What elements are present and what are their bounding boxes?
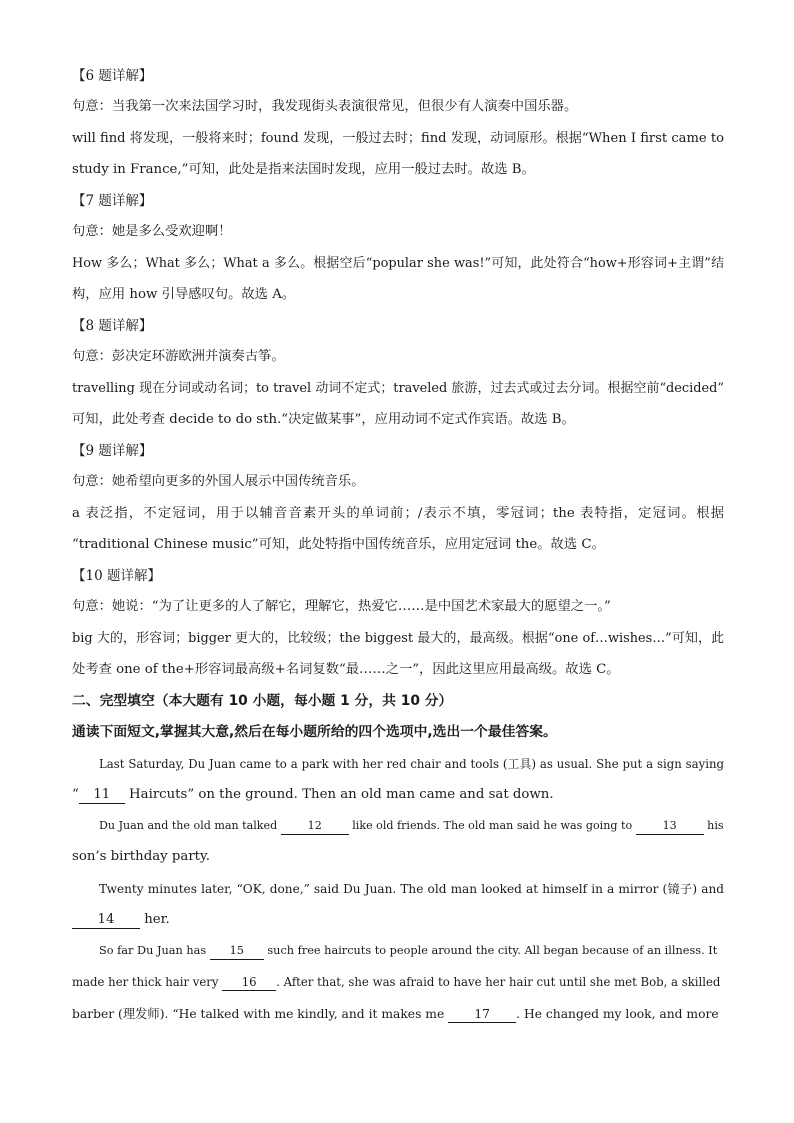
passage-p2-text-b: like old friends. The old man said he was going to <box>348 819 636 832</box>
q8-analysis-1: travelling 现在分词或动名词；to travel 动词不定式；traveled 旅游，过去式或过去分词。根据空前“decided” <box>72 381 724 396</box>
blank-13: 13 <box>636 818 704 835</box>
passage-p3-text: her. <box>140 912 170 927</box>
q7-analysis-1: How 多么；What 多么；What a 多么。根据空后“popular she was!”可知，此处符合“how+形容词+主谓”结 <box>72 256 724 271</box>
q9-analysis-2: “traditional Chinese music”可知，此处特指中国传统音乐，应用定冠词 the。故选 C。 <box>72 537 605 552</box>
q6-analysis-2: study in France,”可知，此处是指来法国时发现，应用一般过去时。故选 B。 <box>72 162 535 177</box>
passage-p2-line1 <box>72 816 724 836</box>
passage-p4-text-b: such free haircuts to people around the city. All began because of an illness. It <box>263 944 718 957</box>
q10-meaning: 句意：她说：“为了让更多的人了解它，理解它，热爱它……是中国艺术家最大的愿望之一。” <box>72 599 611 614</box>
q7-analysis-2: 构，应用 how 引导感叹句。故选 A。 <box>72 287 296 302</box>
q8-heading: 【8 题详解】 <box>72 318 153 334</box>
passage-p1-line2 <box>72 785 724 805</box>
passage-p4-text-d: . After that, she was afraid to have her hair cut until she met Bob, a skilled <box>276 975 721 989</box>
open-quote: “ <box>72 787 79 802</box>
passage-p3-line1: Twenty minutes later, “OK, done,” said Du Juan. The old man looked at himself in a mirror (镜子) and <box>99 882 724 896</box>
blank-14: 14 <box>72 912 140 929</box>
passage-p4-line3 <box>72 1004 724 1024</box>
passage-p4-line1 <box>72 941 724 961</box>
q8-analysis-2: 可知，此处考查 decide to do sth.“决定做某事”，应用动词不定式作宾语。故选 B。 <box>72 412 575 427</box>
q10-analysis-2: 处考查 one of the+形容词最高级+名词复数“最……之一”，因此这里应用最高级。故选 C。 <box>72 662 620 677</box>
q8-meaning: 句意：彭决定环游欧洲并演奏古筝。 <box>72 349 285 364</box>
passage-p2-text-c: his <box>703 819 724 832</box>
section-instruction: 通读下面短文,掌握其大意,然后在每小题所给的四个选项中,选出一个最佳答案。 <box>72 724 557 740</box>
passage-p2-text-a: Du Juan and the old man talked <box>99 819 281 832</box>
q9-meaning: 句意：她希望向更多的外国人展示中国传统音乐。 <box>72 474 365 489</box>
passage-p4-line2 <box>72 972 724 992</box>
q7-heading: 【7 题详解】 <box>72 193 153 209</box>
q6-heading: 【6 题详解】 <box>72 68 153 84</box>
q7-meaning: 句意：她是多么受欢迎啊！ <box>72 224 232 239</box>
passage-p4-text-c: made her thick hair very <box>72 975 223 989</box>
q6-analysis-1: will find 将发现，一般将来时；found 发现，一般过去时；find 发现，动词原形。根据“When I first came to <box>72 131 724 146</box>
blank-16: 16 <box>222 974 276 991</box>
q9-heading: 【9 题详解】 <box>72 443 153 459</box>
passage-p1-line2-text: Haircuts” on the ground. Then an old man came and sat down. <box>124 787 554 802</box>
blank-17: 17 <box>448 1006 516 1023</box>
q10-analysis-1: big 大的，形容词；bigger 更大的，比较级；the biggest 最大的，最高级。根据“one of…wishes…”可知，此 <box>72 631 724 646</box>
q6-meaning: 句意：当我第一次来法国学习时，我发现街头表演很常见，但很少有人演奏中国乐器。 <box>72 99 578 114</box>
passage-p4-text-e: barber (理发师). “He talked with me kindly, and it makes me <box>72 1007 449 1021</box>
blank-15: 15 <box>210 943 264 960</box>
blank-12: 12 <box>281 818 349 835</box>
section-title: 二、完型填空（本大题有 10 小题，每小题 1 分，共 10 分） <box>72 693 453 709</box>
passage-p3-line2 <box>72 910 724 930</box>
passage-p4-text-a: So far Du Juan has <box>99 944 210 957</box>
q9-analysis-1: a 表泛指，不定冠词，用于以辅音音素开头的单词前；/表示不填，零冠词；the 表特指，定冠词。根据 <box>72 506 724 521</box>
passage-p1-line1: Last Saturday, Du Juan came to a park with her red chair and tools (工具) as usual. She put a sign saying <box>99 757 724 771</box>
passage-p2-line2: son’s birthday party. <box>72 849 210 864</box>
q10-heading: 【10 题详解】 <box>72 568 161 584</box>
passage-p4-text-f: . He changed my look, and more <box>516 1007 719 1021</box>
blank-11: 11 <box>79 787 125 804</box>
